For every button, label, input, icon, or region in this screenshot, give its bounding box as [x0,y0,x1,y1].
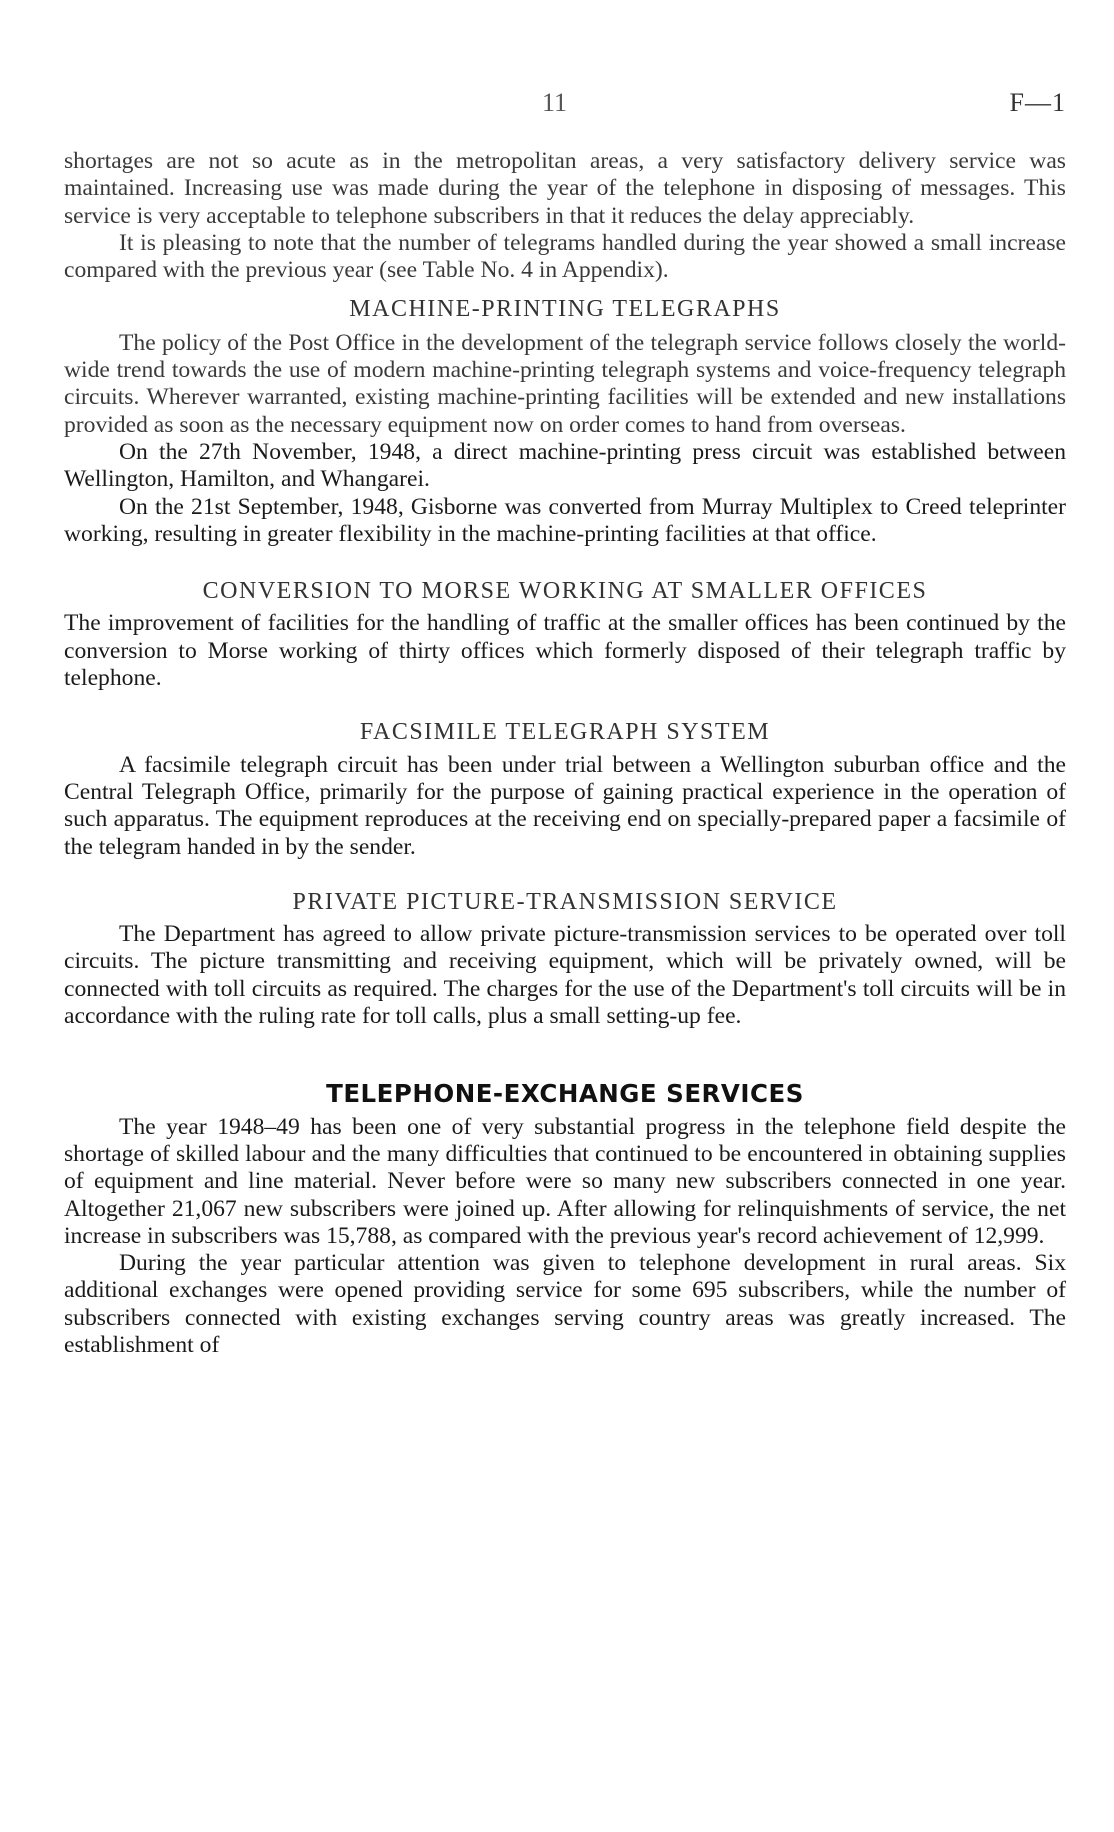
heading-picture-transmission: PRIVATE PICTURE-TRANSMISSION SERVICE [292,888,838,915]
paragraph-rural-development: During the year particular attention was given to telephone development in rural areas. Six additional exchanges were opened providing service for some 695 subscribers, while the number of subscribers connected with existing exchanges serving country areas was greatly increased. The establishment of [64,1250,1066,1358]
paragraph-morse-working: The improvement of facilities for the handling of traffic at the smaller offices has been continued by the conversion to Morse working of thirty offices which formerly disposed of their telegraph traffic by telephone. [64,610,1066,692]
page-body [64,148,1066,1359]
paragraph-telegrams-handled: It is pleasing to note that the number of telegrams handled during the year showed a small increase compared with the previous year (see Table No. 4 in Appendix). [64,229,1066,284]
paragraph-continuation: shortages are not so acute as in the metropolitan areas, a very satisfactory delivery service was maintained. Increasing use was made during the year of the telephone in disposing of messages. This service is very acceptable to telephone subscribers in that it reduces the delay appreciably. [64,148,1066,229]
paragraph-gisborne-conversion: On the 21st September, 1948, Gisborne was converted from Murray Multiplex to Creed teleprinter working, resulting in greater flexibility in the machine-printing facilities at that office. [64,493,1066,547]
paragraph-telephone-progress: The year 1948–49 has been one of very substantial progress in the telephone field despite the shortage of skilled labour and the many difficulties that continued to be encountered in obtaining supplies of equipment and line material. Never before were so many new subscribers connected in one year. Altogether 21,067 new subscribers were joined up. After allowing for relinquishments of service, the net increase in subscribers was 15,788, as compared with the previous year's record achievement of 12,999. [64,1113,1066,1249]
document-code: F—1 [1009,88,1066,117]
heading-morse-conversion: CONVERSION TO MORSE WORKING AT SMALLER OFFICES [202,578,928,605]
paragraph-press-circuit: On the 27th November, 1948, a direct machine-printing press circuit was established between Wellington, Hamilton, and Whangarei. [64,438,1066,493]
paragraph-telegraph-policy: The policy of the Post Office in the development of the telegraph service follows closely the world-wide trend towards the use of modern machine-printing telegraph systems and voice-frequency telegraph circuits. Wherever warranted, existing machine-printing facilities will be extended and new installations provided as soon as the necessary equipment now on order comes to hand from overseas. [64,329,1066,438]
heading-machine-printing-telegraphs: MACHINE-PRINTING TELEGRAPHS [349,296,781,323]
heading-facsimile-telegraph: FACSIMILE TELEGRAPH SYSTEM [359,719,771,746]
page-header [0,88,1114,122]
paragraph-picture-transmission: The Department has agreed to allow private picture-transmission services to be operated over toll circuits. The picture transmitting and receiving equipment, which will be privately owned, will be connected with toll circuits as required. The charges for the use of the Department's toll circuits will be in accordance with the ruling rate for toll calls, plus a small setting-up fee. [64,921,1066,1030]
page-number: 11 [542,88,568,117]
paragraph-facsimile-circuit: A facsimile telegraph circuit has been under trial between a Wellington suburban office and the Central Telegraph Office, primarily for the purpose of gaining practical experience in the operation of such apparatus. The equipment reproduces at the receiving end on specially-prepared paper a facsimile of the telegram handed in by the sender. [64,751,1066,860]
heading-telephone-exchange-services: TELEPHONE-EXCHANGE SERVICES [326,1079,804,1109]
